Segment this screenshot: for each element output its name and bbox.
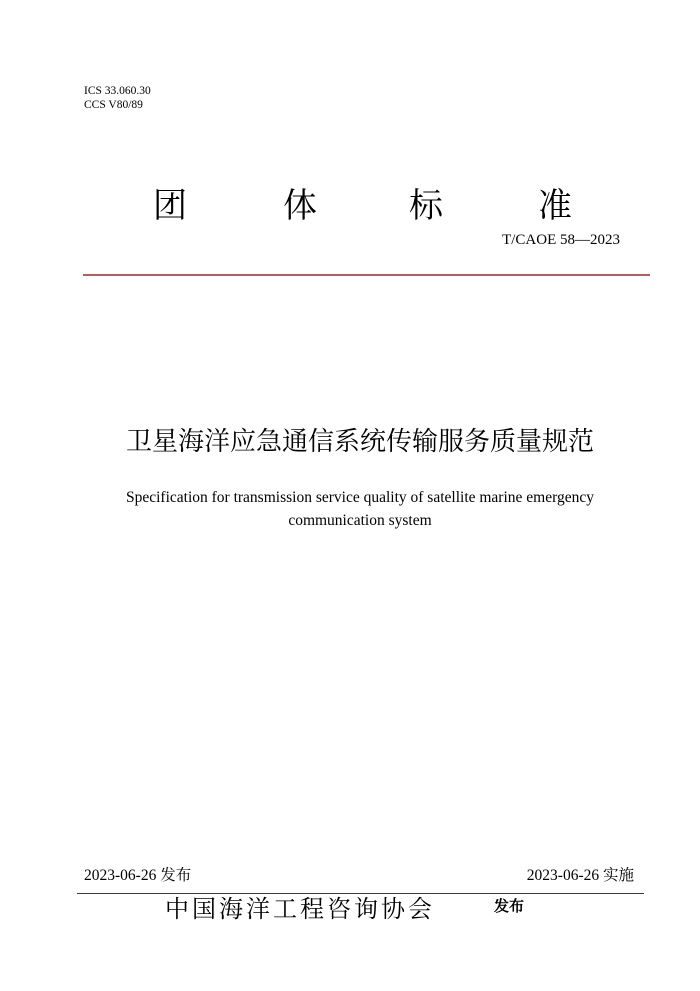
publisher-suffix: 发布 bbox=[494, 897, 525, 915]
standard-code: T/CAOE 58—2023 bbox=[502, 232, 620, 248]
title-cn: 卫星海洋应急通信系统传输服务质量规范 bbox=[125, 427, 594, 457]
title-en bbox=[0, 486, 700, 532]
header-divider bbox=[83, 274, 650, 276]
standard-type-char: 准 bbox=[538, 186, 572, 226]
implement-date: 2023-06-26 实施 bbox=[526, 867, 634, 884]
standard-type-char: 团 bbox=[153, 186, 187, 226]
title-en-line: Specification for transmission service quality of satellite marine emergency bbox=[125, 489, 594, 506]
title-en-line: communication system bbox=[288, 512, 432, 529]
publisher-name: 中国海洋工程咨询协会 bbox=[165, 895, 435, 923]
publish-date: 2023-06-26 发布 bbox=[84, 867, 192, 884]
ccs-code: CCS V80/89 bbox=[84, 99, 143, 111]
ics-code: ICS 33.060.30 bbox=[84, 85, 151, 97]
standard-type-char: 标 bbox=[409, 186, 443, 226]
standard-type-char: 体 bbox=[283, 186, 317, 226]
